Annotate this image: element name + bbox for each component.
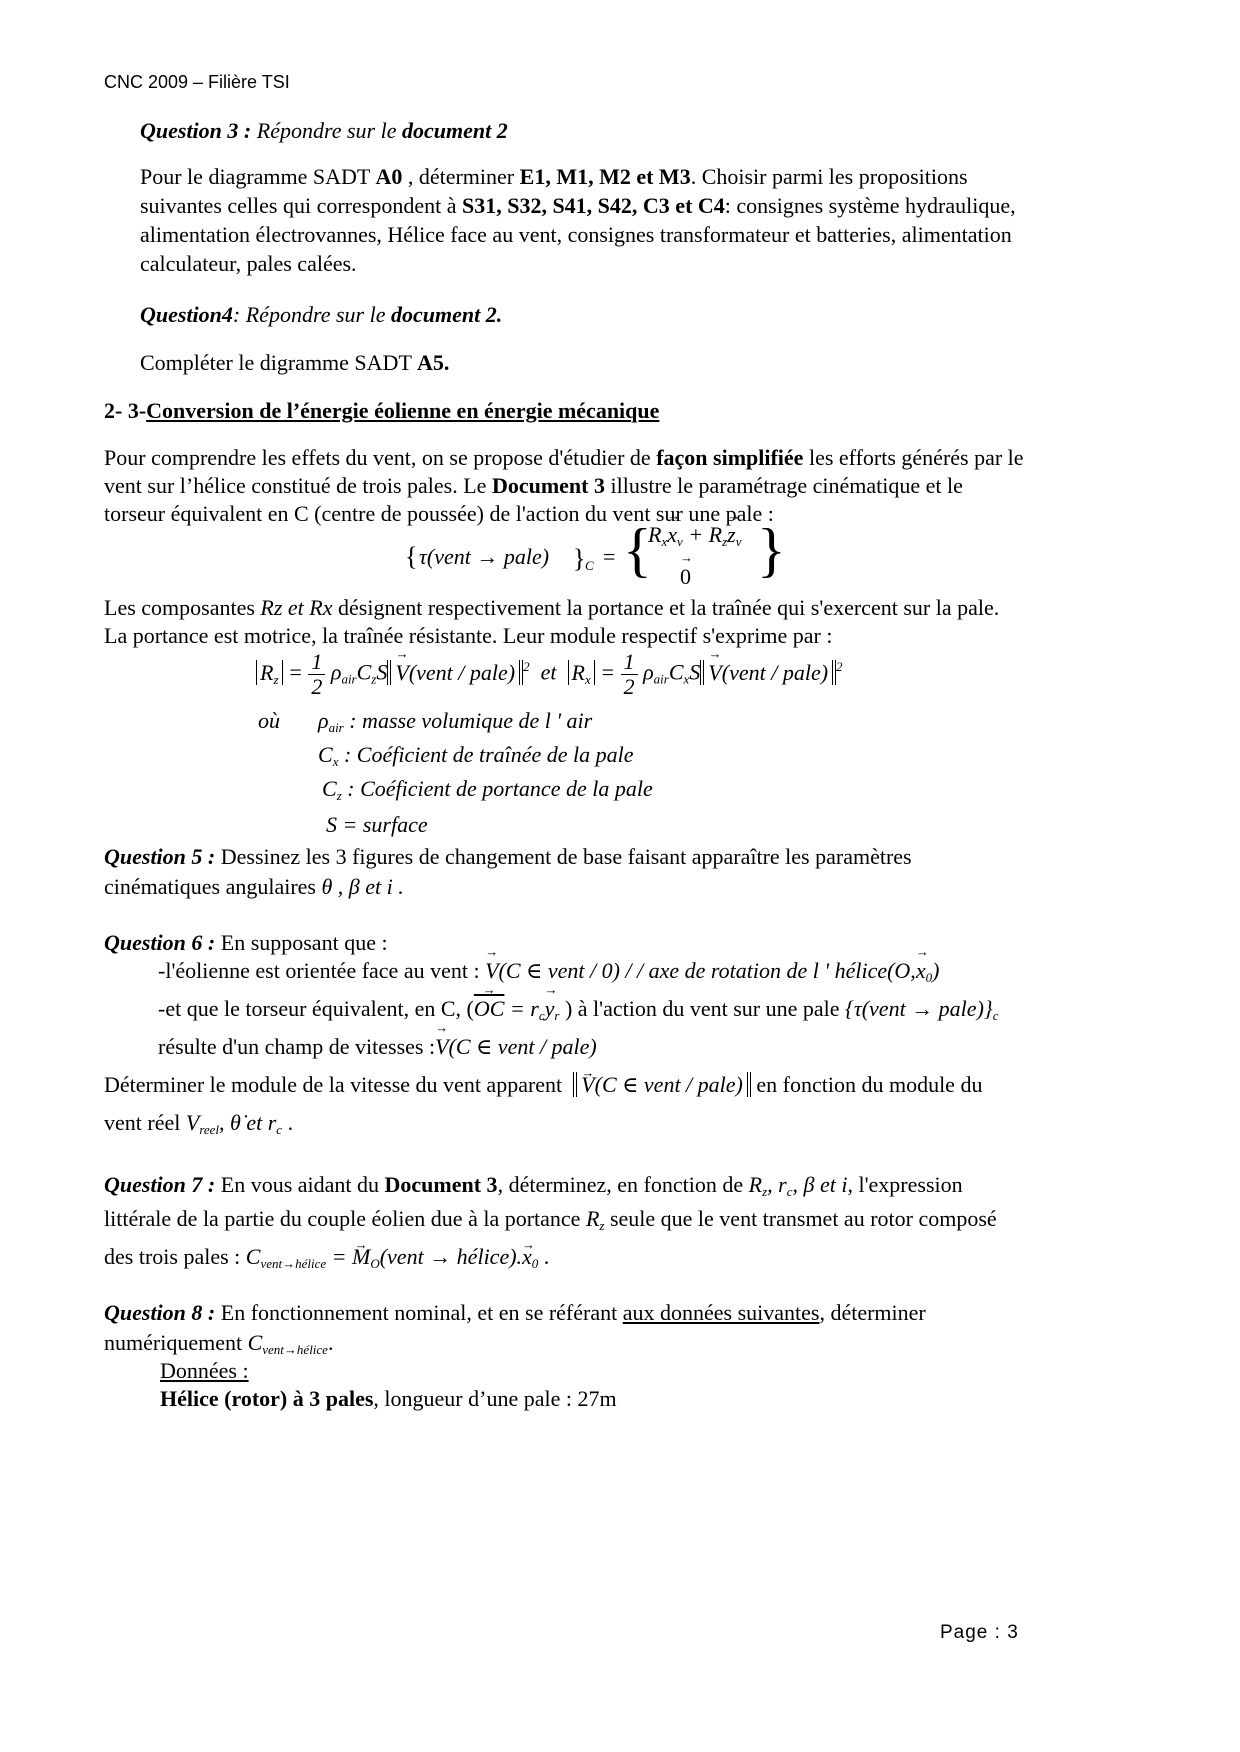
section-title: Conversion de l’énergie éolienne en énergie mécanique bbox=[146, 398, 660, 423]
question-5-label: Question 5 : bbox=[104, 844, 216, 869]
question-5: Question 5 : Dessinez les 3 figures de changement de base faisant apparaître les paramètres cinématiques angulaires θ , β et i . bbox=[104, 844, 912, 899]
question-4-heading: Question4: Répondre sur le document 2. bbox=[140, 302, 503, 327]
question-7-line-3: des trois pales : $C_{vent\to hélice}$ = → $M_O(vent$ → hélice).→ $x_0$ . bbox=[104, 1242, 1144, 1278]
question-3-heading bbox=[140, 116, 1140, 145]
q6-bullet-3: résulte d'un champ de vitesses :→ V(C ∈ vent / pale) bbox=[158, 1034, 597, 1060]
q3-line-2: suivantes celles qui correspondent à S31, S32, S41, S42, C3 et C4: consignes système hydraulique, bbox=[140, 193, 1016, 218]
q3-line-4: calculateur, pales calées. bbox=[140, 251, 357, 276]
definition-cz: $C_z$ : Coéficient de portance de la pale bbox=[322, 776, 653, 803]
definition-rho: $\rho_{air}$ : masse volumique de l ' air bbox=[318, 708, 593, 735]
question-8-label: Question 8 : bbox=[104, 1300, 216, 1325]
question-8-line-1: Question 8 : En fonctionnement nominal, et en se référant aux données suivantes, déterminer bbox=[104, 1300, 926, 1325]
section-heading: 2- 3-Conversion de l’énergie éolienne en énergie mécanique bbox=[104, 398, 660, 423]
q6-bullet-1: -l'éolienne est orientée face au vent : → V(C ∈ vent / 0) / / axe de rotation de l ' hélice(O,→ $x_0$) bbox=[158, 958, 939, 986]
page-header: CNC 2009 – Filière TSI bbox=[104, 72, 290, 92]
definition-s: S = surface bbox=[326, 812, 428, 837]
question-4-body: Compléter le digramme SADT A5. bbox=[140, 350, 450, 375]
page-number: Page : 3 bbox=[940, 1622, 1019, 1643]
q3-line-3: alimentation électrovannes, Hélice face au vent, consignes transformateur et batteries, alimentation bbox=[140, 222, 1012, 247]
definition-ou: où bbox=[258, 708, 280, 733]
question-3-body bbox=[140, 162, 1140, 278]
question-7-label: Question 7 : bbox=[104, 1172, 216, 1197]
donnees-helice: Hélice (rotor) à 3 pales, longueur d’une pale : 27m bbox=[160, 1386, 617, 1411]
intro-paragraph: Pour comprendre les effets du vent, on se propose d'étudier de façon simplifiée les efforts générés par le vent sur l’hélice constitué de trois pales. Le Document 3 illustre le paramétrage cinématique et le torseur équivalent en C (centre de poussée) de l'action du vent sur une pale : bbox=[104, 445, 1024, 526]
donnees-heading: Données : bbox=[160, 1358, 249, 1383]
question-7-line-2: littérale de la partie du couple éolien due à la portance $R_z$ seule que le vent transmet au rotor composé bbox=[104, 1206, 997, 1233]
module-formula: $R_z$ = $\frac{1}{2}$ $\rho_{air}C_zS$ → V(vent / pale) $^2$ et $R_x$ = $\frac{1}{2}$ $\rho_{air}C_xS$ → V(vent / pale) $^2$ bbox=[256, 650, 843, 699]
q3-document-ref: document 2 bbox=[401, 118, 508, 143]
q6-line-5: vent réel $V_{reel}$, θ̇ et $r_c$ . bbox=[104, 1110, 294, 1137]
definition-cx: $C_x$ : Coéficient de traînée de la pale bbox=[318, 742, 634, 769]
torseur-resultant: $R_x\to x_v + R_z\to z_v$ bbox=[648, 522, 742, 550]
question-7-line-1: Question 7 : En vous aidant du Document 3, déterminez, en fonction de $R_z$, $r_c$, β et i, l'expression bbox=[104, 1172, 963, 1199]
question-8-line-2: numériquement $C_{vent\to hélice}$. bbox=[104, 1330, 334, 1357]
question-4-label: Question4 bbox=[140, 302, 233, 327]
question-6-heading: Question 6 : En supposant que : bbox=[104, 930, 388, 955]
question-6-label: Question 6 : bbox=[104, 930, 216, 955]
components-paragraph: Les composantes Rz et Rx désignent respectivement la portance et la traînée qui s'exercent sur la pale. La portance est motrice, la traînée résistante. Leur module respectif s'exprime par : bbox=[104, 595, 1000, 648]
q6-line-4: Déterminer le module de la vitesse du vent apparent → V(C ∈ vent / pale) en fonction du module du bbox=[104, 1070, 1144, 1099]
q3-line-1: Pour le diagramme SADT A0 , déterminer E1, M1, M2 et M3. Choisir parmi les propositions bbox=[140, 164, 968, 189]
q6-bullet-2: -et que le torseur équivalent, en C, (→ $\overline{OC} = r_c\to y_r$ ) à l'action du vent sur une pale {τ(vent → $pale)\}_c$ bbox=[158, 996, 998, 1024]
question-3-label: Question 3 : bbox=[140, 118, 252, 143]
torseur-moment: → 0 bbox=[680, 564, 691, 590]
q3-instruction: Répondre sur le bbox=[256, 118, 397, 143]
